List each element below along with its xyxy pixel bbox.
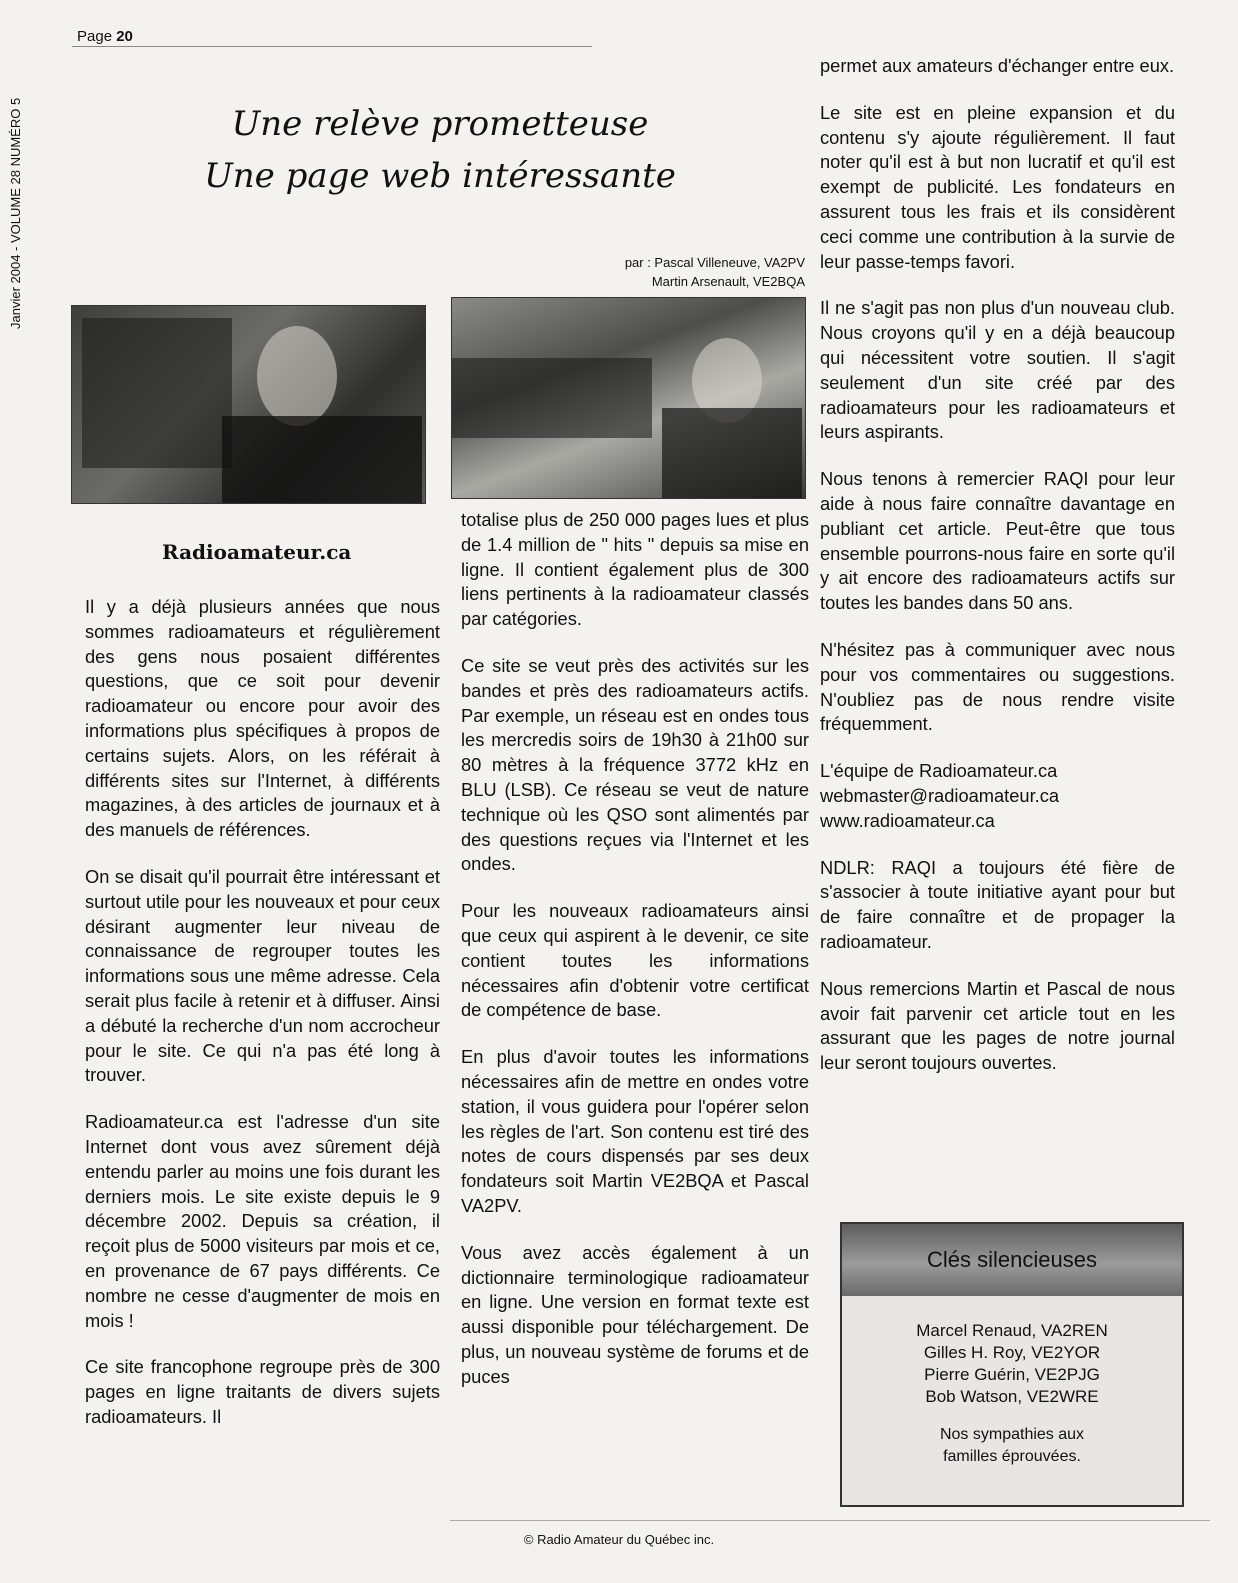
paragraph: Il y a déjà plusieurs années que nous sommes radioamateurs et régulièrement des gens nous posaient différentes questions, que ce soit pour devenir radioamateur ou encore pour avoir des informations plus spécifiques à propos de certains sujets. Alors, on les référait à différents sites sur l'Internet, à différents magazines, à des articles de journaux et à des manuels de références. [85,596,440,841]
silent-key-name: Pierre Guérin, VE2PJG [924,1365,1100,1384]
paragraph: Pour les nouveaux radioamateurs ainsi que ceux qui aspirent à le devenir, ce site contient toutes les informations nécessaires afin d'obtenir votre certificat de compétence de base. [461,900,809,1021]
sympathy-line-2: familles éprouvées. [943,1448,1081,1465]
paragraph: permet aux amateurs d'échanger entre eux. [820,55,1175,76]
paragraph: N'hésitez pas à communiquer avec nous pour vos commentaires ou suggestions. N'oubliez pas de nous rendre visite fréquemment. [820,638,1175,735]
operator-photo-icon [71,305,426,504]
top-rule [72,46,592,47]
signature-email: webmaster@radioamateur.ca [820,784,1060,806]
page-label: Page [77,28,113,45]
paragraph: Radioamateur.ca est l'adresse d'un site Internet dont vous avez sûrement déjà entendu parler au moins une fois durant les derniers mois. Le site existe depuis le 9 décembre 2002. Depuis sa création, il reçoit plus de 5000 visiteurs par mois et ce, en provenance de 67 pays différents. Ce nombre ne cesse d'augmenter de mois en mois ! [85,1111,440,1331]
paragraph: Ce site francophone regroupe près de 300 pages en ligne traitants de divers sujets radioamateurs. Il [85,1356,440,1427]
page-number-value: 20 [116,28,133,45]
column-2 [461,508,809,1412]
silent-key-name: Bob Watson, VE2WRE [925,1387,1099,1406]
article-title [150,98,730,202]
column-1 [85,595,440,1452]
paragraph: Vous avez accès également à un dictionnaire terminologique radioamateur en ligne. Une version en format texte est aussi disponible pour téléchargement. De plus, un nouveau système de forums et de puces [461,1241,809,1387]
silent-key-name: Marcel Renaud, VA2REN [916,1321,1108,1340]
silent-keys-box [840,1222,1184,1507]
paragraph: On se disait qu'il pourrait être intéressant et surtout utile pour les nouveaux et pour ceux désirant augmenter leur niveau de connaissance de regrouper toutes les informations sous une même adresse. Cela serait plus facile à retenir et à diffuser. Ainsi a débuté la recherche d'un nom accrocheur pour le site. Ce qui n'a pas été long à trouver. [85,865,440,1086]
byline [540,253,805,291]
silent-keys-names [842,1320,1182,1408]
issue-side-label: Janvier 2004 - VOLUME 28 NUMÉRO 5 [8,98,23,330]
silent-key-name: Gilles H. Roy, VE2YOR [923,1343,1101,1362]
editor-note: NDLR: RAQI a toujours été fière de s'associer à toute initiative ayant pour but de faire connaître et de propager la radioamateur. [820,856,1175,952]
sympathy-line-1: Nos sympathies aux [939,1426,1085,1443]
signature-block [820,759,1175,833]
bottom-rule [450,1520,1210,1521]
page-number [77,28,133,45]
station-photo-icon [451,297,806,499]
paragraph: Il ne s'agit pas non plus d'un nouveau club. Nous croyons qu'il y en a déjà beaucoup qui nécessitent votre soutien. Il s'agit seulement d'un site créé par des radioamateurs pour les radioamateurs et leurs aspirants. [820,297,1175,443]
paragraph: Nous tenons à remercier RAQI pour leur aide à nous faire connaître davantage en publiant cet article. Peut-être que tous ensemble pourrons-nous faire en sorte qu'il y ait encore des radioamateurs actifs sur toutes les bandes dans 50 ans. [820,468,1175,614]
paragraph: Nous remercions Martin et Pascal de nous avoir fait parvenir cet article tout en les assurant que les pages de notre journal leur seront toujours ouvertes. [820,977,1175,1074]
paragraph: Ce site se veut près des activités sur les bandes et près des radioamateurs actifs. Par exemple, un réseau est en ondes tous les mercredis soirs de 19h30 à 21h00 sur 80 mètres à la fréquence 3772 kHz en BLU (LSB). Ce réseau se veut de nature technique où les QSO sont alimentés par des questions reçues via l'Internet et les ondes. [461,654,809,875]
signature-team: L'équipe de Radioamateur.ca [820,760,1058,782]
paragraph: En plus d'avoir toutes les informations nécessaires afin de mettre en ondes votre station, il vous guidera pour l'opérer selon les règles de l'art. Son contenu est tiré des notes de cours dispensés par ses deux fondateurs soit Martin VE2BQA et Pascal VA2PV. [461,1046,809,1216]
title-line-1: Une relève prometteuse [231,104,649,144]
silent-keys-title: Clés silencieuses [842,1224,1182,1296]
column-3 [820,54,1175,1098]
title-line-2: Une page web intéressante [204,156,676,196]
footer-copyright: © Radio Amateur du Québec inc. [523,1532,715,1547]
byline-author-2: Martin Arsenault, VE2BQA [651,274,805,289]
paragraph: Le site est en pleine expansion et du contenu s'y ajoute régulièrement. Il faut noter qu'il est à but non lucratif et qu'il est exempt de publicité. Les fondateurs en assurent tous les frais et ils considèrent ceci comme une contribution à la survie de leur passe-temps favori. [820,101,1175,272]
paragraph: totalise plus de 250 000 pages lues et plus de 1.4 million de " hits " depuis sa mise en ligne. Il contient également plus de 300 liens pertinents à la radioamateur classés par catégories. [461,509,809,630]
section-heading: Radioamateur.ca [162,540,352,564]
byline-author-1: par : Pascal Villeneuve, VA2PV [624,255,805,270]
signature-website: www.radioamateur.ca [820,809,995,831]
sympathy-note [842,1424,1182,1468]
